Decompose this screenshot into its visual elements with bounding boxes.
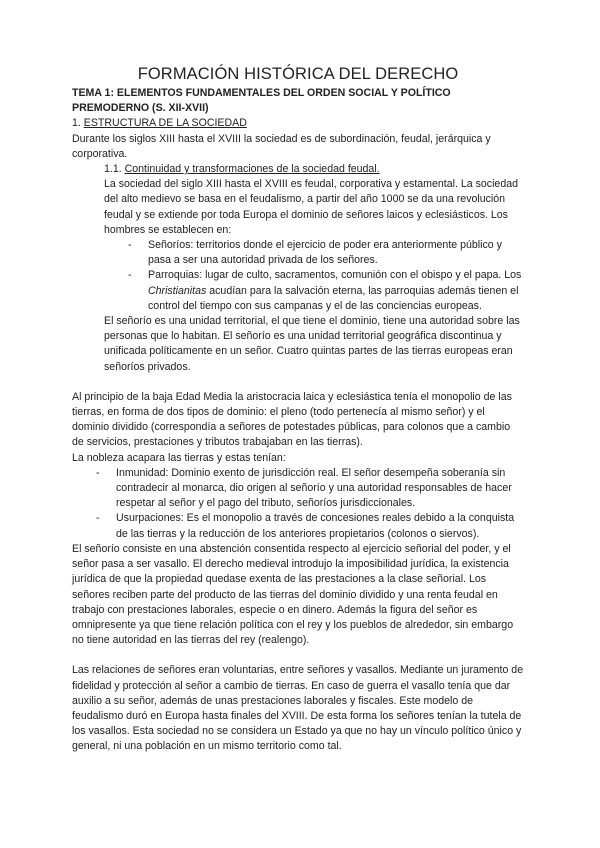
paragraph: Las relaciones de señores eran voluntarias, entre señores y vasallos. Mediante un juramento de fidelidad y protección al señor a cambio de tierras. En caso de guerra el vasallo tenía que dar auxilio a su señor, además de unas prestaciones laborales y fiscales. Este modelo de feudalismo duró en Europa hasta finales del XVIII. De esta forma los señores tenían la tutela de los vasallos. Esta sociedad no se considera un Estado ya que no hay un vínculo político único y general, ni una población en un mismo territorio como tal. [72, 664, 524, 753]
subsection-number: 1.1. [104, 163, 122, 176]
document-page [72, 64, 524, 755]
section-heading [72, 116, 524, 131]
paragraph: El señorío es una unidad territorial, el que tiene el dominio, tiene una autoridad sobre las personas que lo habitan. El señorío es una unidad territorial geográfica discontinua y unificada políticamente en un señor. Cuatro quintas partes de las tierras europeas eran señoríos privados. [104, 315, 520, 373]
dash-icon: - [128, 239, 132, 252]
section-intro: Durante los siglos XIII hasta el XVIII la sociedad es de subordinación, feudal, jerárquica y corporativa. [72, 132, 491, 160]
dash-icon: - [128, 269, 132, 282]
tema-heading: TEMA 1: ELEMENTOS FUNDAMENTALES DEL ORDEN SOCIAL Y POLÍTICO PREMODERNO (S. XII-XVII) [72, 87, 451, 115]
paragraph: La sociedad del siglo XIII hasta el XVIII es feudal, corporativa y estamental. La sociedad del alto medievo se basa en el feudalismo, a partir del año 1000 se da una revolución feudal y se extiende por toda Europa el dominio de señores laicos y eclesiásticos. Los hombres se establecen en: [104, 178, 518, 236]
section-number: 1. [72, 117, 81, 130]
list-item: - Inmunidad: Dominio exento de jurisdicción real. El señor desempeña soberanía sin contradecir al monarca, dio origen al señorío y una autoridad responsables de hacer respetar al señor y el pago del tributo, señoríos jurisdiccionales. [96, 466, 512, 510]
bullet-list [72, 238, 524, 314]
dash-icon: - [96, 466, 100, 479]
document-title: FORMACIÓN HISTÓRICA DEL DERECHO [137, 65, 459, 83]
bullet-list [72, 466, 524, 542]
list-item: - Señoríos: territorios donde el ejercicio de poder era anteriormente público y pasa a ser una autoridad privada de los señores. [128, 239, 502, 267]
paragraph: La nobleza acapara las tierras y estas tenían: [72, 451, 286, 464]
list-item: - Parroquias: lugar de culto, sacramentos, comunión con el obispo y el papa. Los Christianitas acudían para la salvación eterna, las parroquias además tienen el control del tiempo con sus campanas y el de las conciencias europeas. [128, 269, 522, 312]
subsection-heading [104, 162, 524, 177]
section-title: ESTRUCTURA DE LA SOCIEDAD [83, 117, 247, 130]
paragraph: Al principio de la baja Edad Media la aristocracia laica y eclesiástica tenía el monopolio de las tierras, en forma de dos tipos de dominio: el pleno (todo pertenecía al mismo señor) y el dominio dividido (correspondía a señores de potestades públicas, para colonos que a cambio de servicios, prestaciones y tributos trabajaban en las tierras). [72, 390, 512, 449]
list-item: - Usurpaciones: Es el monopolio a través de concesiones reales debido a la conquista de las tierras y la reducción de los anteriores propietarios (colonos o siervos). [96, 512, 515, 540]
subsection-title: Continuidad y transformaciones de la sociedad feudal. [124, 163, 380, 176]
paragraph: El señorío consiste en una abstención consentida respecto al ejercicio señorial del poder, y el señor pasa a ser vasallo. El derecho medieval introdujo la imposibilidad jurídica, la existencia jurídica de que la propiedad quedase exenta de las prestaciones a la clase señorial. Los señores reciben parte del producto de las tierras del dominio dividido y una renta feudal en trabajo con prestaciones laborales, especie o en dinero. Además la figura del señor es omnipresente ya que tiene relación política con el rey y los pueblos de alrededor, sin embargo no tiene autoridad en las tierras del rey (realengo). [72, 542, 514, 647]
dash-icon: - [96, 512, 100, 525]
